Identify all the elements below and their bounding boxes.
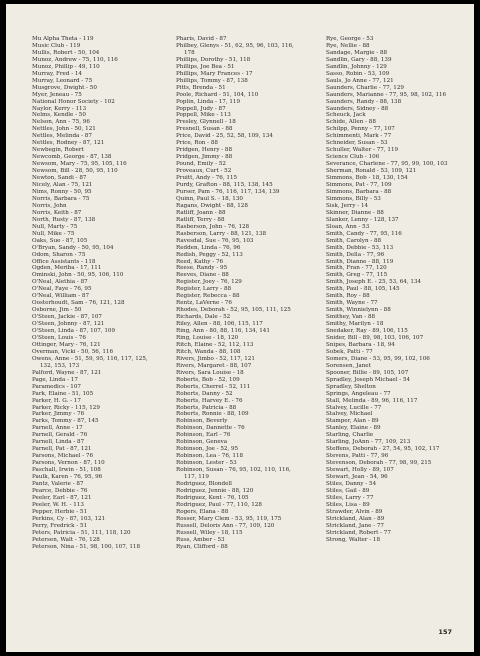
index-entry: Rosser, Mary Clem - 53, 95, 119, 175 [176, 515, 282, 522]
index-entry: Stalvey, Michael [326, 411, 373, 418]
index-entry: Smith, Dianne - 88, 119 [326, 258, 394, 265]
index-entry: Schimmenti, Mark - 77 [326, 133, 392, 140]
index-entry: Scheuck, Jack [326, 112, 366, 119]
index-entry: Newsom, Mary - 75, 95, 105, 116 [32, 161, 127, 168]
index-entry: Murray, Fred - 14 [32, 70, 82, 77]
index-entry: Smith, Winnielynn - 88 [326, 307, 391, 314]
index-entry: Phillips, Joe Bea - 51 [176, 63, 235, 70]
index-entry: Pharis, David - 87 [176, 36, 227, 42]
index-entry: Roberts, Ronnie - 88, 109 [176, 411, 249, 418]
index-entry: Science Club - 106 [326, 154, 380, 161]
index-entry: Schneider, Susan - 53 [326, 140, 388, 147]
index-entry: Osborne, Jim - 50 [32, 307, 82, 314]
index-entry: Smithey, Van - 88 [326, 314, 376, 321]
index-entry: Rogers, Elana - 88 [176, 508, 229, 515]
index-entry: Strickland, Alan - 89 [326, 515, 385, 522]
index-entry: Office Assistants - 118 [32, 258, 96, 265]
index-entry: Ratliff, Joann - 88 [176, 209, 226, 216]
index-entry: Schuller, Walter - 77, 119 [326, 147, 399, 154]
index-entry: Stanley, Elaine - 89 [326, 425, 381, 432]
index-entry: Snedaker, Ray - 89, 106, 115 [326, 328, 408, 335]
index-entry: Mu Alpha Theta - 119 [32, 36, 94, 42]
index-entry: Parnell, Anne - 17 [32, 425, 83, 432]
index-entry: Presley, Glynnell - 18 [176, 119, 236, 126]
index-entry: Parsons, Michael - 76 [32, 453, 94, 460]
index-entry: Poppell, Judy - 87 [176, 105, 226, 112]
index-entry: Roberts, Patricia - 88 [176, 404, 237, 411]
index-entry: Saunders, Marianne - 77, 95, 98, 102, 116 [326, 91, 447, 98]
index-entry: Riley, Allen - 88, 106, 115, 117 [176, 321, 263, 328]
index-entry: Presnell, Susan - 88 [176, 126, 233, 133]
index-entry: Parker, H. G. - 17 [32, 397, 81, 404]
index-entry: Smith, Joseph E. - 25, 53, 64, 134 [326, 279, 422, 286]
index-entry: Newsom, Bill - 28, 50, 95, 110 [32, 168, 118, 175]
index-entry: Munoz, Andrew - 75, 110, 116 [32, 56, 118, 63]
index-entry: Nims, Ronny - 50, 95 [32, 188, 92, 195]
index-entry: Nettles, Rodney - 87, 121 [32, 140, 105, 147]
index-entry: Starling, JoAnn - 77, 109, 213 [326, 439, 411, 446]
index-entry: Redden, Linda - 76, 96 [176, 244, 241, 251]
index-entry: Spradley, Joseph Michael - 54 [326, 376, 411, 383]
index-entry: Oosterhoudt, Sam - 76, 121, 128 [32, 300, 125, 307]
index-entry: Sorensen, Janet [326, 362, 371, 369]
index-entry: Ring, Ann - 80, 88, 116, 134, 141 [176, 328, 270, 335]
index-entry: Smith, Paul - 88, 105, 145 [326, 286, 400, 293]
index-entry: National Honor Society - 102 [32, 98, 115, 105]
index-entry: Smith, Roy - 88 [326, 293, 370, 300]
index-entry: Rodriguez, Paul - 77, 110, 128 [176, 501, 262, 508]
index-entry: Sasso, Robin - 53, 109 [326, 70, 390, 77]
index-entry: Ogden, Meriba - 17, 111 [32, 265, 102, 272]
index-entry: Ring, Louise - 18, 120 [176, 334, 239, 341]
index-entry: Peters, Patricia - 51, 111, 118, 120 [32, 529, 131, 536]
index-entry: O'Steen, Jackie - 87, 107 [32, 314, 102, 321]
index-entry: Parnell, Linda - 87 [32, 439, 85, 446]
index-entry: Newton, Sandi - 87 [32, 175, 87, 182]
index-entry: Sandlin, Johnny - 129 [326, 63, 387, 70]
index-entry: Simmons, Barbara - 88 [326, 188, 392, 195]
index-entry: Parnell, Pat - 87, 121 [32, 446, 92, 453]
index-entry: Stevens, Patti - 77, 96 [326, 453, 389, 460]
index-entry: Register, Rebecca - 88 [176, 293, 240, 300]
index-entry: Parsons, Vernon - 87, 110 [32, 460, 105, 467]
index-entry: Rhodes, Deborah - 52, 95, 105, 111, 125 [176, 307, 291, 314]
index-entry: Sobek, Patti - 77 [326, 348, 373, 355]
index-entry: Robinson, Earl - 76 [176, 432, 231, 439]
index-entry: Music Club - 119 [32, 42, 81, 49]
index-entry: Smith, Wayne - 77 [326, 300, 378, 307]
index-entry: Nettles, John - 50, 121 [32, 126, 96, 133]
index-entry: Owens, Anne - 51, 59, 95, 116, 117, 125, 132, 153, 173 [32, 355, 148, 369]
index-entry: Nelson, Ann - 75, 96 [32, 119, 90, 126]
index-entry: Roberts, Bob - 52, 109 [176, 376, 240, 383]
index-entry: Robinson, Dannette - 76 [176, 425, 245, 432]
index-entry: Oaks, Sue - 87, 105 [32, 237, 88, 244]
index-entry: Stiles, Danny - 54 [326, 481, 377, 487]
index-entry: Pridgen, Jimmy - 88 [176, 154, 233, 161]
index-entry: O'Steen, Louis - 76 [32, 334, 86, 341]
index-entry: Overman, Vicki - 50, 56, 116 [32, 348, 114, 355]
index-column-2 [176, 36, 304, 551]
index-entry: Snider, Bill - 89, 98, 103, 106, 107 [326, 334, 424, 341]
index-entry: Norris, Barbara - 75 [32, 195, 90, 202]
index-entry: Munoz, Phillip - 49, 110 [32, 63, 100, 70]
index-entry: Reeves, Diane - 88 [176, 272, 229, 279]
index-entry: Phillips, Dorothy - 51, 118 [176, 56, 251, 63]
index-entry: Pridgen, Henry - 88 [176, 147, 233, 154]
index-entry: Stevenson, Deborah - 77, 98, 99, 215 [326, 460, 432, 467]
index-entry: Naylor, Kerry - 113 [32, 105, 87, 112]
index-entry: Parks, Tommy - 87, 145 [32, 418, 99, 425]
index-entry: Robinson, Lea - 76, 118 [176, 453, 244, 460]
index-entry: Simmons, Bob - 18, 130, 154 [326, 175, 408, 182]
index-entry: Saunders, Randy - 88, 138 [326, 98, 402, 105]
index-entry: Register, Larry - 88 [176, 286, 232, 293]
index-entry: Russ, Amber - 53 [176, 536, 225, 543]
index-entry: Smith, Greg - 77, 115 [326, 272, 388, 279]
index-entry: Paramedics - 107 [32, 383, 81, 390]
index-entry: Strickland, Jane - 77 [326, 522, 384, 529]
index-entry: Stiles, Gail - 89 [326, 487, 370, 494]
index-entry: Musgrove, Dwight - 50 [32, 84, 97, 91]
index-entry: Page, Linda - 17 [32, 376, 78, 383]
index-entry: Steffens, Deborah - 27, 54, 95, 102, 117 [326, 446, 440, 453]
index-column-1 [32, 36, 160, 551]
index-entry: Murray, Leonard - 75 [32, 77, 93, 84]
index-column-3 [326, 36, 454, 544]
index-entry: Snipes, Barbara - 18, 94 [326, 341, 395, 348]
index-entry: Somers, Diane - 53, 95, 99, 102, 106 [326, 355, 430, 362]
index-entry: Norris, John [32, 202, 67, 209]
index-entry: Norris, Keith - 87 [32, 209, 82, 216]
index-entry: Sisk, Jerry - 14 [326, 202, 369, 209]
index-entry: Purser, Pam - 76, 116, 117, 134, 139 [176, 188, 280, 195]
index-entry: Redish, Peggy - 52, 113 [176, 251, 243, 258]
index-entry: Pepper, Herbie - 51 [32, 508, 88, 515]
index-entry: Myer, Jeneau - 75 [32, 91, 82, 98]
index-entry: Strawder, Alvin - 89 [326, 508, 383, 515]
index-entry: Smith, Fran - 77, 120 [326, 265, 387, 272]
index-entry: Sandlin, Gary - 88, 139 [326, 56, 392, 63]
index-entry: Pantz, Valerie - 87 [32, 481, 84, 487]
index-entry: Ominski, John - 50, 95, 106, 110 [32, 272, 124, 279]
index-entry: Perry, Fredrick - 51 [32, 522, 88, 529]
index-entry: Stewart, Holly - 89, 107 [326, 467, 394, 474]
index-entry: Ratliff, Terry - 88 [176, 216, 225, 223]
index-entry: Rodriguez, Jennie - 88, 120 [176, 487, 254, 494]
index-entry: Peterson, Nina - 51, 98, 100, 107, 118 [32, 543, 141, 550]
index-entry: North, Rusty - 87, 138 [32, 216, 96, 223]
index-entry: Rodriguez, Kent - 76, 105 [176, 494, 249, 501]
index-entry: Petersen, Walt - 76, 128 [32, 536, 100, 543]
index-entry: Smithy, Marilyn - 18 [326, 321, 384, 328]
yearbook-index-page [6, 4, 474, 652]
index-entry: Robinson, Susan - 76, 95, 102, 110, 116, 117, 119 [176, 467, 291, 481]
index-entry: Rivers, Sara Louise - 18 [176, 369, 244, 376]
index-entry: Price, David - 25, 52, 58, 109, 134 [176, 133, 273, 140]
index-entry: Peeler, W. H. - 113 [32, 501, 84, 508]
index-entry: Newcomb, George - 87, 138 [32, 154, 112, 161]
index-entry: Starling, Charlie [326, 432, 374, 439]
index-entry: Philbey, Glenys - 51, 62, 95, 96, 103, 116, 178 [176, 42, 294, 56]
index-entry: Parker, Jimmy - 76 [32, 411, 85, 418]
index-entry: Mullis, Robert - 50, 104 [32, 49, 100, 56]
index-entry: Smith, Della - 77, 96 [326, 251, 385, 258]
index-entry: Parker, Ricky - 115, 129 [32, 404, 100, 411]
index-entry: Ryan, Clifford - 88 [176, 543, 228, 550]
index-entry: Quinn, Paul S. - 18, 130 [176, 195, 243, 202]
index-entry: Pearce, Debbie - 76 [32, 487, 88, 494]
index-entry: Richards, Dale - 52 [176, 314, 231, 321]
index-entry: Stiles, Lisa - 89 [326, 501, 370, 508]
index-entry: Ravesdal, Sue - 76, 95, 103 [176, 237, 254, 244]
index-entry: Spradley, Shelton [326, 383, 376, 390]
index-entry: Null, Mike - 75 [32, 230, 75, 237]
index-entry: Spooner, Billie - 89, 105, 107 [326, 369, 409, 376]
index-entry: Parnell, Gerald - 76 [32, 432, 88, 439]
index-entry: Reed, Kathy - 76 [176, 258, 224, 265]
index-entry: Stall, Melinda - 89, 96, 116, 117 [326, 397, 418, 404]
index-entry: Russell, Deloris Ann - 77, 109, 120 [176, 522, 275, 529]
index-entry: Newbegin, Robert [32, 147, 84, 154]
index-entry: Robinson, Joe - 52, 95 [176, 446, 239, 453]
index-entry: Simmons, Billy - 53 [326, 195, 381, 202]
index-entry: Robinson, Lester - 53 [176, 460, 237, 467]
index-entry: Smith, Carolyn - 88 [326, 237, 382, 244]
index-entry: Nicely, Alan - 75, 121 [32, 182, 93, 189]
index-entry: Russell, Wiley - 18, 115 [176, 529, 243, 536]
index-entry: Ottinger, Mary - 76, 121 [32, 341, 101, 348]
index-entry: Poole, Richard - 51, 104, 110 [176, 91, 259, 98]
index-entry: Robinson, Beverly [176, 418, 228, 425]
index-entry: Perkins, Cy - 87, 103, 121 [32, 515, 106, 522]
index-entry: Phillips, Mary Frances - 17 [176, 70, 253, 77]
index-entry: Price, Ron - 88 [176, 140, 218, 147]
index-entry: Rye, George - 53 [326, 36, 374, 42]
index-entry: Rye, Nellie - 88 [326, 42, 370, 49]
index-entry: Palford, Wayne - 87, 121 [32, 369, 102, 376]
index-entry: Smith, Debbie - 53, 113 [326, 244, 394, 251]
index-entry: Odom, Sharon - 75 [32, 251, 86, 258]
index-entry: Sandage, Margie - 88 [326, 49, 388, 56]
index-entry: Roberts, Harvey E. - 76 [176, 397, 243, 404]
index-entry: Paschall, Irwin - 51, 108 [32, 467, 101, 474]
index-entry: Register, Joey - 76, 129 [176, 279, 242, 286]
index-entry: Saunders, Sidney - 88 [326, 105, 389, 112]
index-entry: Ritch, Elaine - 52, 112, 113 [176, 341, 254, 348]
index-entry: Rasberson, John - 76, 128 [176, 223, 250, 230]
index-entry: Paulk, Karen - 76, 95, 96 [32, 474, 103, 481]
index-entry: Rentz, LaVerne - 76 [176, 300, 232, 307]
index-entry: Roberts, Cherrel - 52, 111 [176, 383, 251, 390]
index-entry: Pound, Emily - 52 [176, 161, 226, 168]
index-entry: Severance, Charlene - 77, 95, 99, 100, 103 [326, 161, 448, 168]
index-entry: Park, Elaine - 51, 105 [32, 390, 94, 397]
index-entry: O'Neal, Faye - 76, 95 [32, 286, 92, 293]
index-entry: Simmons, Pat - 77, 109 [326, 182, 392, 189]
index-entry: Poppell, Mike - 113 [176, 112, 231, 119]
index-entry: Rivers, Jimbo - 52, 117, 121 [176, 355, 255, 362]
index-entry: Ragans, Dwight - 88, 128 [176, 202, 248, 209]
index-entry: Stewart, Jean - 54, 96 [326, 474, 388, 481]
index-entry: O'Neal, William - 87 [32, 293, 90, 300]
index-entry: Springs, Angeleau - 77 [326, 390, 391, 397]
index-entry: Stiles, Larry - 77 [326, 494, 374, 501]
index-entry: Pitts, Brenda - 51 [176, 84, 226, 91]
index-entry: Stamper, Alan - 89 [326, 418, 379, 425]
index-entry: O'Neal, Alethia - 87 [32, 279, 88, 286]
index-entry: Roberts, Danny - 52 [176, 390, 233, 397]
index-entry: Smith, Candy - 77, 95, 116 [326, 230, 402, 237]
index-entry: Nettles, Melinda - 87 [32, 133, 92, 140]
index-entry: Phillips, Tommy - 87, 138 [176, 77, 248, 84]
page-number: 157 [438, 628, 452, 636]
index-entry: Ritch, Wanda - 88, 108 [176, 348, 241, 355]
index-entry: Strong, Walter - 18 [326, 536, 381, 543]
index-entry: Strickland, Robert - 77 [326, 529, 391, 536]
index-entry: O'Steen, Johnny - 87, 121 [32, 321, 105, 328]
index-entry: Sherman, Ronald - 53, 109, 121 [326, 168, 417, 175]
index-entry: Skinner, Dianne - 88 [326, 209, 384, 216]
index-entry: Reese, Randy - 95 [176, 265, 228, 272]
index-entry: O'Bryan, Sandy - 50, 95, 104 [32, 244, 114, 251]
index-entry: Saunders, Charlie - 77, 129 [326, 84, 404, 91]
index-entry: Rivers, Margaret - 88, 107 [176, 362, 252, 369]
index-entry: Sloan, Ann - 53 [326, 223, 370, 230]
index-entry: Poplin, Linda - 17, 119 [176, 98, 241, 105]
index-entry: Rodriguez, Blondell [176, 481, 232, 487]
index-entry: Robinson, Geneva [176, 439, 228, 446]
index-entry: Purdy, Grafton - 88, 115, 138, 145 [176, 182, 273, 189]
index-entry: Sauls, Jo Anne - 77, 121 [326, 77, 394, 84]
index-entry: Stalvey, Lucille - 77 [326, 404, 382, 411]
index-entry: Schide, Allen - 88 [326, 119, 376, 126]
index-entry: Peeler, Earl - 87, 121 [32, 494, 92, 501]
index-entry: Null, Marty - 75 [32, 223, 78, 230]
index-entry: Pruitt, Andy - 76, 115 [176, 175, 238, 182]
index-entry: Rasberson, Larry - 88, 121, 138 [176, 230, 267, 237]
index-entry: Schilpp, Penny - 77, 107 [326, 126, 395, 133]
index-entry: O'Steen, Linda - 87, 107, 109 [32, 328, 116, 335]
index-entry: Slanker, Lenny - 128, 137 [326, 216, 399, 223]
index-entry: Nelms, Kendle - 50 [32, 112, 86, 119]
index-entry: Proveaux, Curt - 52 [176, 168, 232, 175]
